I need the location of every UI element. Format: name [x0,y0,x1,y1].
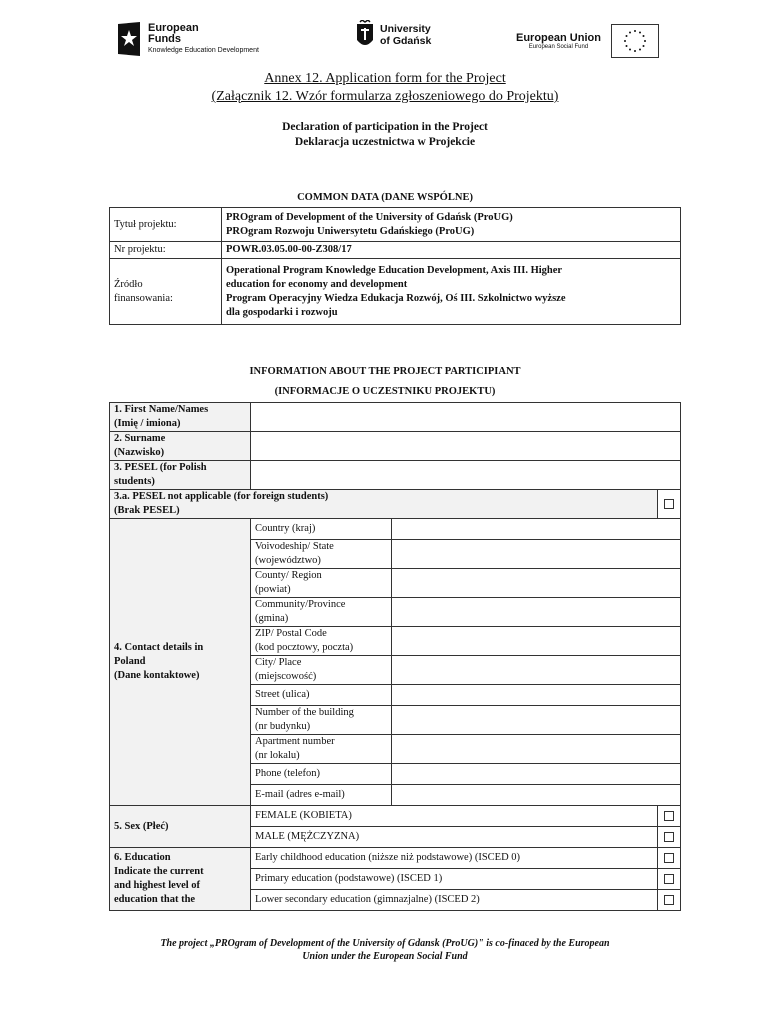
row-sex-female [110,806,681,827]
female-checkbox[interactable] [664,811,674,821]
building-field[interactable] [392,706,681,735]
isced2-checkbox-cell [658,890,681,911]
apartment-label-en: Apartment number [255,736,335,747]
contact-field-label [251,569,392,598]
european-funds-star-icon [118,22,140,56]
project-title-value [222,208,681,242]
apartment-label-pl: (nr lokalu) [255,750,300,761]
city-label-pl: (miejscowość) [255,671,317,682]
funding-value-1: Operational Program Knowledge Education Development, Axis III. Higher [226,264,563,276]
phone-field[interactable] [392,764,681,785]
contact-label-1: 4. Contact details in [114,642,204,653]
pesel-label-2: students) [114,476,155,487]
row-surname [110,432,681,461]
contact-details-label [110,519,251,806]
common-row-title [110,208,681,242]
participant-heading-pl: (INFORMACJE O UCZESTNIKU PROJEKTU) [274,386,496,397]
contact-field-label [251,656,392,685]
european-funds-logo [118,22,259,56]
education-label-3: and highest level of [114,880,201,891]
education-label-2: Indicate the current [114,866,204,877]
surname-field[interactable] [251,432,681,461]
surname-label-en: 2. Surname [114,433,166,444]
no-pesel-label-en: 3.a. PESEL not applicable (for foreign students) [114,491,329,502]
male-checkbox[interactable] [664,832,674,842]
pesel-label-1: 3. PESEL (for Polish [114,462,207,473]
email-field[interactable] [392,785,681,806]
participant-table [109,402,681,911]
university-crest-icon [356,20,374,50]
country-label: Country (kraj) [255,523,316,534]
isced2-checkbox[interactable] [664,895,674,905]
contact-field-label [251,685,392,706]
isced1-checkbox-cell [658,869,681,890]
education-option-isced1: Primary education (podstawowe) (ISCED 1) [251,869,658,890]
no-pesel-label-pl: (Brak PESEL) [114,505,180,516]
community-field[interactable] [392,598,681,627]
project-title-pl: PROgram Rozwoju Uniwersytetu Gdańskiego (ProUG) [226,225,475,237]
surname-label [110,432,251,461]
isced0-checkbox-cell [658,848,681,869]
funding-value-4: dla gospodarki i rozwoju [226,306,338,318]
contact-field-label [251,785,392,806]
surname-label-pl: (Nazwisko) [114,447,165,458]
street-field[interactable] [392,685,681,706]
sex-label: 5. Sex (Płeć) [110,806,251,848]
funding-source-label [110,259,222,325]
university-logo [356,20,431,50]
annex-title-pl: (Załącznik 12. Wzór formularza zgłoszeniowego do Projektu) [211,89,559,104]
page-footer [0,937,770,963]
row-contact-0 [110,519,681,540]
ef-line2: Funds [148,32,181,45]
eu-logo [516,24,659,58]
contact-field-label [251,764,392,785]
contact-field-label [251,627,392,656]
funding-label-2: finansowania: [114,292,173,304]
no-pesel-label [110,490,658,519]
row-no-pesel [110,490,681,519]
no-pesel-checkbox[interactable] [664,499,674,509]
ug-line1: University [380,23,431,35]
zip-label-pl: (kod pocztowy, poczta) [255,642,354,653]
row-education-0 [110,848,681,869]
participant-heading-en: INFORMATION ABOUT THE PROJECT PARTICIPIANT [249,366,521,377]
first-name-label [110,403,251,432]
ug-line2: of Gdańsk [380,35,432,47]
declaration-pl: Deklaracja uczestnictwa w Projekcie [294,136,476,148]
voivodeship-label-pl: (województwo) [255,555,321,566]
male-option-label: MALE (MĘŻCZYZNA) [251,827,658,848]
header-logos [0,18,770,66]
community-label-en: Community/Province [255,599,346,610]
contact-field-label [251,598,392,627]
building-label-pl: (nr budynku) [255,721,311,732]
voivodeship-label-en: Voivodeship/ State [255,541,334,552]
pesel-label [110,461,251,490]
isced0-checkbox[interactable] [664,853,674,863]
declaration-title [0,120,770,150]
row-first-name [110,403,681,432]
project-title-en: PROgram of Development of the University of Gdańsk (ProUG) [226,211,513,223]
street-label: Street (ulica) [255,689,310,700]
first-name-label-en: 1. First Name/Names [114,404,209,415]
email-label: E-mail (adres e-mail) [255,789,345,800]
contact-label-2: Poland [114,656,146,667]
first-name-field[interactable] [251,403,681,432]
annex-title-en: Annex 12. Application form for the Project [264,71,506,86]
footer-line1: The project „PROgram of Development of the University of Gdansk (ProUG)" is co-finaced by the European [160,938,610,949]
project-number-label: Nr projektu: [110,242,222,259]
country-field[interactable] [392,519,681,540]
declaration-en: Declaration of participation in the Project [282,121,488,133]
contact-field-label [251,519,392,540]
common-row-number [110,242,681,259]
voivodeship-field[interactable] [392,540,681,569]
county-field[interactable] [392,569,681,598]
row-pesel [110,461,681,490]
footer-line2: Union under the European Social Fund [302,951,468,962]
common-row-funding [110,259,681,325]
eu-line1: European Union [516,32,601,44]
common-data-heading: COMMON DATA (DANE WSPÓLNE) [297,192,473,203]
female-checkbox-cell [658,806,681,827]
contact-field-label [251,540,392,569]
education-label [110,848,251,911]
contact-label-3: (Dane kontaktowe) [114,670,200,681]
county-label-en: County/ Region [255,570,322,581]
female-option-label: FEMALE (KOBIETA) [251,806,658,827]
funding-source-value [222,259,681,325]
zip-label-en: ZIP/ Postal Code [255,628,327,639]
eu-flag-icon [611,24,659,58]
county-label-pl: (powiat) [255,584,291,595]
funding-value-2: education for economy and development [226,278,408,290]
building-label-en: Number of the building [255,707,354,718]
isced1-checkbox[interactable] [664,874,674,884]
apartment-field[interactable] [392,735,681,764]
participant-heading [0,362,770,402]
zip-field[interactable] [392,627,681,656]
no-pesel-checkbox-cell [658,490,681,519]
ef-line3: Knowledge Education Development [148,46,259,54]
education-label-4: education that the [114,894,196,905]
project-number-value: POWR.03.05.00-00-Z308/17 [222,242,681,259]
common-data-table [109,207,681,325]
annex-title [0,70,770,106]
community-label-pl: (gmina) [255,613,289,624]
project-title-label: Tytuł projektu: [110,208,222,242]
contact-field-label [251,735,392,764]
eu-line2: European Social Fund [528,44,589,50]
ef-line1: European [148,21,199,34]
funding-value-3: Program Operacyjny Wiedza Edukacja Rozwój, Oś III. Szkolnictwo wyższe [226,292,566,304]
education-option-isced0: Early childhood education (niższe niż podstawowe) (ISCED 0) [251,848,658,869]
contact-field-label [251,706,392,735]
pesel-field[interactable] [251,461,681,490]
funding-label-1: Źródło [114,278,143,290]
city-label-en: City/ Place [255,657,302,668]
city-field[interactable] [392,656,681,685]
phone-label: Phone (telefon) [255,768,321,779]
education-label-1: 6. Education [114,852,171,863]
first-name-label-pl: (Imię / imiona) [114,418,181,429]
education-option-isced2: Lower secondary education (gimnazjalne) (ISCED 2) [251,890,658,911]
male-checkbox-cell [658,827,681,848]
